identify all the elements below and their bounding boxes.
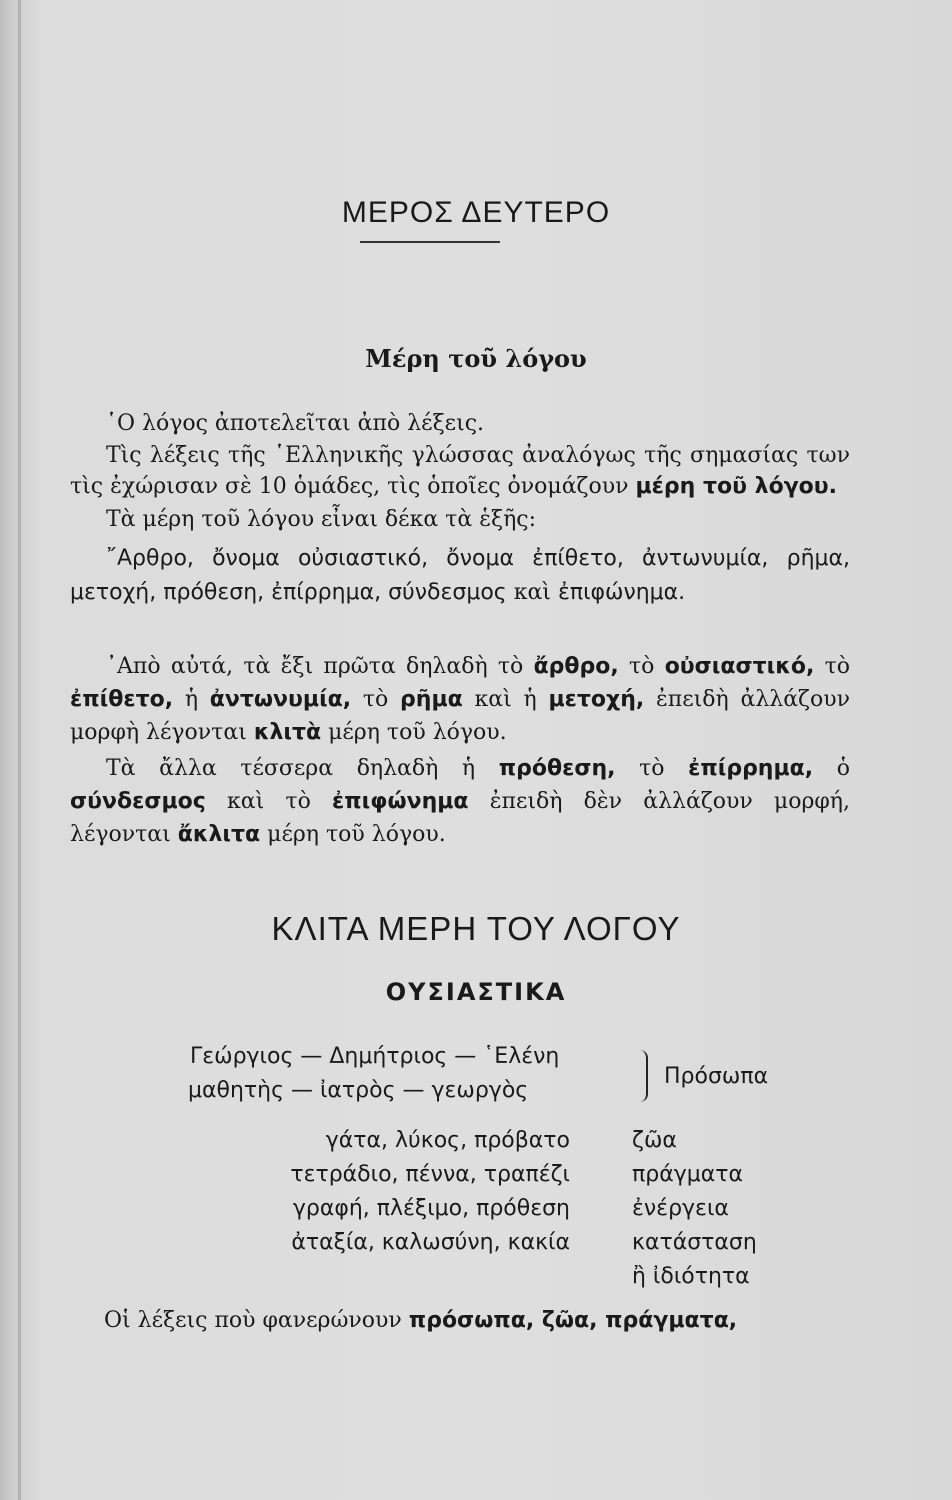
- p6-t5: ἐπειδὴ δὲν ἀλλάζουν μορφή, λέγονται: [70, 789, 850, 847]
- p5-t5: τὸ: [362, 687, 389, 712]
- part-title: ΜΕΡΟΣ ΔΕΥΤΕΡΟ: [341, 196, 611, 229]
- p6-b4: ἐπιφώνημα: [332, 789, 469, 814]
- closing-bold: πρόσωπα, ζῶα, πράγματα,: [408, 1308, 738, 1333]
- p5-b6: μετοχή,: [548, 687, 645, 712]
- p2-bold: μέρη τοῦ λόγου.: [635, 474, 838, 499]
- paragraph-1: [70, 408, 850, 439]
- persons-label: Πρόσωπα: [664, 1064, 769, 1089]
- p5-b1: ἄρθρο,: [533, 654, 619, 679]
- p5-b3: ἐπίθετο,: [70, 687, 174, 712]
- p5-b7: κλιτὰ: [253, 720, 322, 745]
- paragraph-3: [70, 504, 850, 535]
- example-row-3-right: ἐνέργεια: [632, 1196, 729, 1221]
- p5-t3: τὸ: [824, 654, 850, 679]
- brace-mark: [636, 1050, 648, 1102]
- example-row-4-left: ἀταξία, καλωσύνη, κακία: [291, 1230, 570, 1255]
- p5-t7: ἐπειδὴ ἀλλάζουν μορφὴ λέγονται: [70, 687, 850, 745]
- p6-b1: πρόθεση,: [498, 756, 616, 781]
- p5-t1: ᾿Απὸ αὐτά, τὰ ἔξι πρῶτα δηλαδὴ τὸ: [106, 654, 524, 679]
- p5-t2: τὸ: [629, 654, 655, 679]
- example-row-1-left: γάτα, λύκος, πρόβατο: [325, 1128, 570, 1153]
- p6-t1: Τὰ ἄλλα τέσσερα δηλαδὴ ἡ: [106, 756, 476, 781]
- paragraph-5: [70, 650, 850, 749]
- p6-t4: καὶ τὸ: [227, 789, 311, 814]
- p6-t6: μέρη τοῦ λόγου.: [267, 822, 446, 847]
- example-row-2-left: τετράδιο, πέννα, τραπέζι: [290, 1162, 570, 1187]
- section-title: ΚΛΙΤΑ ΜΕΡΗ ΤΟΥ ΛΟΓΟΥ: [271, 910, 681, 947]
- p5-b2: οὐσιαστικό,: [664, 654, 815, 679]
- p6-t3: ὁ: [836, 756, 850, 781]
- p3-text: Τὰ μέρη τοῦ λόγου εἶναι δέκα τὰ ἑξῆς:: [106, 507, 537, 532]
- p6-t2: τὸ: [639, 756, 665, 781]
- section-subtitle: ΟΥΣΙΑΣΤΙΚΑ: [385, 978, 567, 1006]
- example-row-2-right: πράγματα: [632, 1162, 743, 1187]
- p6-b5: ἄκλιτα: [177, 822, 261, 847]
- persons-line-2: μαθητὴς — ἰατρὸς — γεωργὸς: [188, 1078, 529, 1103]
- p5-b4: ἀντωνυμία,: [209, 687, 352, 712]
- p5-t6: καὶ ἡ: [474, 687, 537, 712]
- example-row-1-right: ζῶα: [632, 1128, 677, 1153]
- example-row-5-right: ἢ ἰδιότητα: [632, 1264, 750, 1289]
- title-underline: [360, 241, 500, 243]
- closing-paragraph: [104, 1308, 864, 1333]
- p6-b3: σύνδεσμος: [70, 789, 206, 814]
- p1-text: ῾Ο λόγος ἀποτελεῖται ἀπὸ λέξεις.: [106, 411, 485, 436]
- paragraph-2: [70, 440, 850, 502]
- paragraph-4: [70, 542, 850, 610]
- p4-last: ἐπιφώνημα.: [557, 580, 686, 605]
- p5-t4: ἡ: [184, 687, 199, 712]
- chapter-subtitle: Μέρη τοῦ λόγου: [365, 344, 587, 373]
- p4-and: καὶ: [513, 580, 551, 605]
- p4-list: ῎Αρθρο, ὄνομα οὐσιαστικό, ὄνομα ἐπίθετο, ἀντωνυμία, ρῆμα, μετοχή, πρόθεση, ἐπίρρημα, σύνδεσμος: [70, 546, 850, 605]
- paragraph-6: [70, 752, 850, 851]
- example-row-3-left: γραφή, πλέξιμο, πρόθεση: [292, 1196, 570, 1221]
- p5-t8: μέρη τοῦ λόγου.: [328, 720, 507, 745]
- persons-line-1: Γεώργιος — Δημήτριος — ῾Ελένη: [190, 1044, 560, 1069]
- p2-text: Τὶς λέξεις τῆς ῾Ελληνικῆς γλώσσας ἀναλόγως τῆς σημασίας των τὶς ἐχώρισαν σὲ 10 ὁμάδες, τὶς ὁποῖες ὀνομάζουν: [70, 443, 850, 499]
- closing-text: Οἱ λέξεις ποὺ φανερώνουν: [104, 1308, 402, 1333]
- p6-b2: ἐπίρρημα,: [688, 756, 814, 781]
- p5-b5: ρῆμα: [400, 687, 463, 712]
- example-row-4-right: κατάσταση: [632, 1230, 757, 1255]
